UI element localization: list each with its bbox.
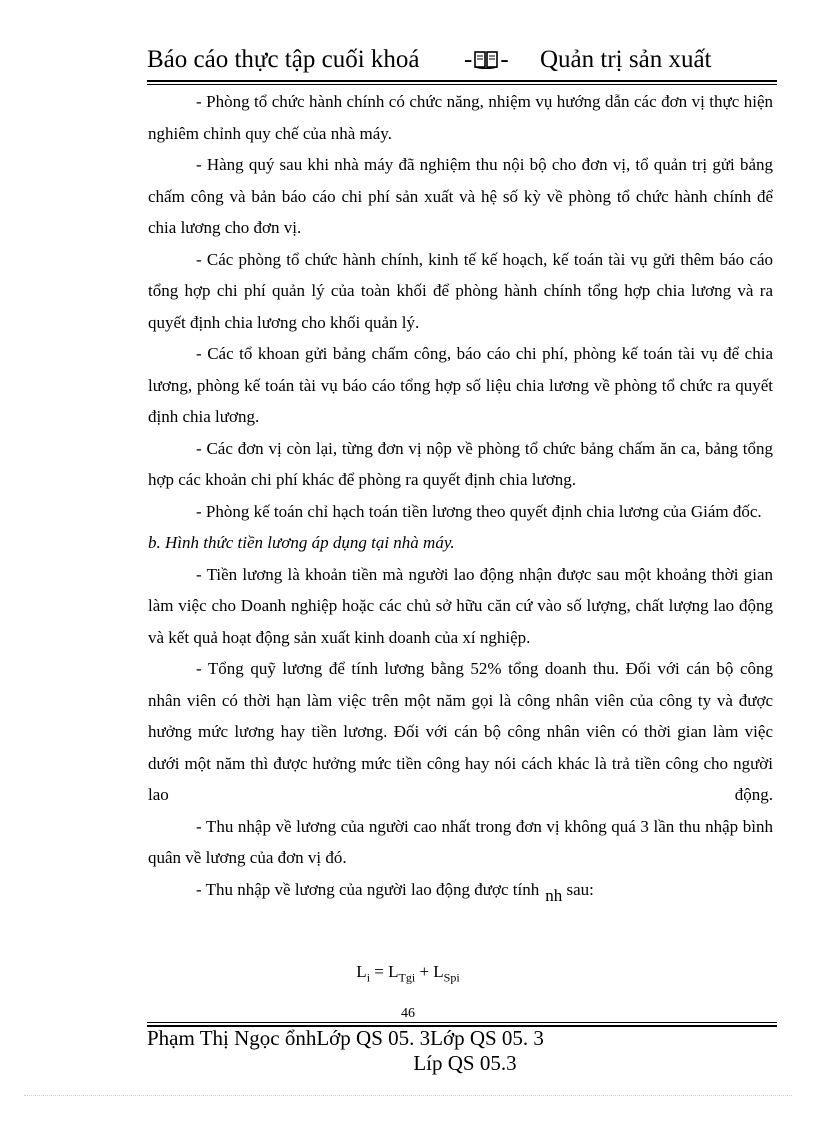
section-heading-b: b. Hình thức tiền lương áp dụng tại nhà máy. [148, 533, 455, 552]
paragraph-4: - Các tổ khoan gửi bảng chấm công, báo cáo chi phí, phòng kế toán tài vụ để chia lương, phòng kế toán tài vụ báo cáo tổng hợp số liệu chia lương về phòng tổ chức ra quyết định chia lương. [148, 344, 773, 426]
paragraph-7: - Tiền lương là khoản tiền mà người lao động nhận được sau một khoảng thời gian làm việc cho Doanh nghiệp hoặc các chủ sở hữu căn cứ vào số lượng, chất lượng lao động và kết quả hoạt động sản xuất kinh doanh của xí nghiệp. [148, 564, 773, 647]
subject-title: Quản trị sản xuất [540, 46, 712, 73]
paragraph-8: - Tổng quỹ lương để tính lương bằng 52% tổng doanh thu. Đối với cán bộ công nhân viên có thời hạn làm việc trên một năm gọi là công nhân viên của công ty và được hưởng mức lương hay tiền lương. Đối với cán bộ công nhân viên có thời gian làm việc dưới một năm thì được hưởng mức tiền công hay nói cách khác là trả tiền công cho người lao động. [148, 659, 773, 804]
page-header [147, 46, 777, 80]
book-icon [474, 48, 498, 66]
footer-author-class: Phạm Thị Ngọc ổnhLớp QS 05. 3Lớp QS 05. 3 [147, 1026, 544, 1050]
paragraph-1: - Phòng tổ chức hành chính có chức năng, nhiệm vụ hướng dẫn các đơn vị thực hiện nghiêm chỉnh quy chế của nhà máy. [148, 92, 773, 143]
footer-class: Líp QS 05.3 [413, 1051, 517, 1075]
paragraph-10-sub: nh [545, 885, 563, 905]
paragraph-10-text: - Thu nhập về lương của người lao động được tính [196, 879, 540, 899]
footer-rule-thin [147, 1022, 777, 1023]
salary-formula: $L_i = L_{Tgi} + L_{Spi}$ [356, 962, 460, 985]
paragraph-5: - Các đơn vị còn lại, từng đơn vị nộp về phòng tổ chức bảng chấm ăn ca, bảng tổng hợp các khoản chi phí khác để phòng ra quyết định chia lương. [148, 438, 773, 489]
page-number: 46 [401, 1006, 415, 1021]
report-title: Báo cáo thực tập cuối khoá [147, 46, 420, 73]
header-separator: - - [464, 46, 509, 73]
paragraph-9: - Thu nhập về lương của người cao nhất trong đơn vị không quá 3 lần thu nhập bình quân về lương của đơn vị đó. [148, 816, 773, 867]
body-text [148, 86, 773, 911]
page-edge-line [24, 1095, 792, 1096]
header-rule-thin [147, 84, 777, 85]
paragraph-6: - Phòng kế toán chỉ hạch toán tiền lương theo quyết định chia lương của Giám đốc. [196, 501, 762, 521]
paragraph-10 [148, 874, 773, 912]
header-rule [147, 80, 777, 82]
paragraph-10-suffix: sau: [562, 879, 594, 899]
paragraph-2: - Hàng quý sau khi nhà máy đã nghiệm thu nội bộ cho đơn vị, tổ quản trị gửi bảng chấm công và bản báo cáo chi phí sản xuất và hệ số kỳ về phòng tổ chức hành chính để chia lương cho đơn vị. [148, 155, 773, 237]
paragraph-3: - Các phòng tổ chức hành chính, kinh tế kế hoạch, kế toán tài vụ gửi thêm báo cáo tổng hợp chi phí quản lý của toàn khối để phòng hành chính tổng hợp chia lương và ra quyết định chia lương cho khối quản lý. [148, 249, 773, 332]
